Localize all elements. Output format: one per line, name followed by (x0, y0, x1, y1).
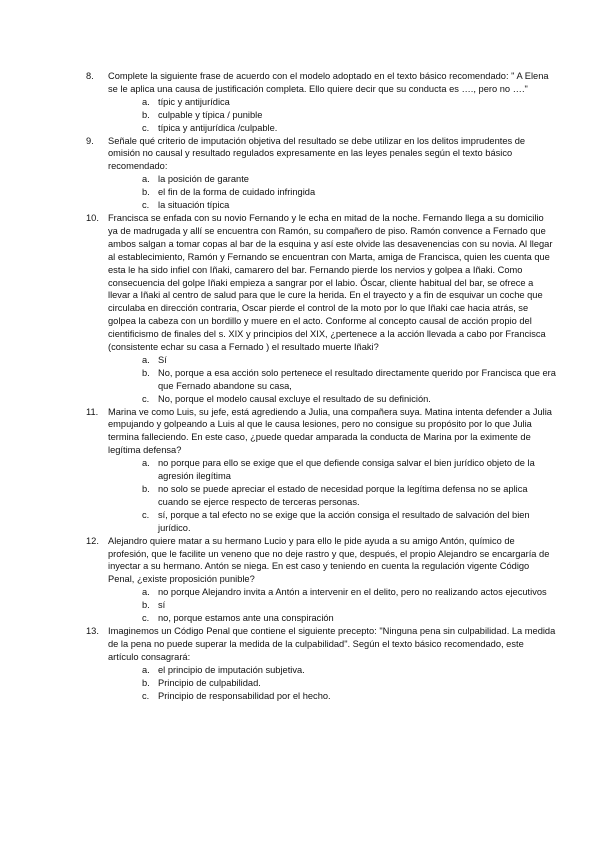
option-text: el fin de la forma de cuidado infringida (158, 187, 316, 198)
option-letter: b. (142, 600, 150, 611)
option-item (108, 586, 556, 599)
option-text: Sí (158, 354, 167, 365)
question-8 (86, 70, 556, 135)
option-list (108, 96, 556, 135)
option-letter: a. (142, 664, 150, 675)
option-list (108, 354, 556, 406)
option-text: la posición de garante (158, 174, 249, 185)
question-number: 11. (86, 406, 99, 417)
option-item (108, 677, 556, 690)
option-item (108, 367, 556, 393)
option-item (108, 599, 556, 612)
option-letter: b. (142, 484, 150, 494)
question-9 (86, 135, 556, 212)
question-text: Francisca se enfada con su novio Fernando y le echa en mitad de la noche. Fernando llega a su domicilio ya de madrugada y allí se encuentra con Ramón, su compañero de piso. Ramón convence a Fernado que ambos salgan a tomar copas al bar de la esquina y así este olvide las desavenencias con su novia. Al llegar al establecimiento, Ramón y Fernando se encuentran con Marta, amiga de Francisca, quien les cuenta que esta le ha sido infiel con Iñaki, camarero del bar. Fernando pierde los nervios y golpea a Iñaki. Como consecuencia del golpe Iñaki empieza a sangrar por el labio. Óscar, cliente habitual del bar, se ofrece a llevar a Iñaki al centro de salud para que le cure la herida. En el trayecto y a fin de esquivar un coche que circulaba en dirección contraria, Oscar pierde el control de la moto por lo que Iñaki cae hacia atrás, se golpea la cabeza con un bordillo y muere en el acto. Conforme al concepto causal de acción propio del cientificismo de finales del s. XIX y principios del XIX, ¿pertenece a la acción llevada a cabo por Francisca (consistente echar su casa a Fernado ) el resultado muerte Iñaki? (108, 212, 553, 353)
option-list (108, 457, 556, 534)
option-letter: a. (142, 587, 150, 598)
option-item (108, 354, 556, 367)
question-number: 9. (86, 135, 94, 146)
option-letter: b. (142, 367, 150, 378)
option-letter: b. (142, 187, 150, 198)
option-item (108, 483, 556, 509)
option-text: no solo se puede apreciar el estado de necesidad porque la legítima defensa no se aplica cuando se ejerce respecto de terceras personas. (158, 484, 528, 507)
option-letter: a. (142, 354, 150, 365)
question-list (86, 70, 556, 702)
option-text: culpable y típica / punible (158, 109, 263, 120)
option-letter: c. (142, 613, 150, 624)
option-text: sí (158, 600, 166, 611)
option-letter: a. (142, 174, 150, 185)
question-number: 8. (86, 71, 94, 81)
option-letter: c. (142, 122, 150, 133)
option-letter: c. (142, 393, 150, 404)
option-list (108, 664, 556, 703)
option-letter: c. (142, 509, 150, 520)
option-letter: b. (142, 109, 150, 120)
question-text: Complete la siguiente frase de acuerdo con el modelo adoptado en el texto básico recomendado: " A Elena se le aplica una causa de justificación completa. Ello quiere decir que su conducta es …., pero no …." (108, 71, 549, 94)
question-text: Alejandro quiere matar a su hermano Lucio y para ello le pide ayuda a su amigo Antón, químico de profesión, que le facilite un veneno que no deje rastro y que, después, el propio Alejandro se encargaría de inyectar a su hermano. Antón se niega. En est caso y teniendo en cuenta la regulación vigente Código Penal, ¿existe proposición punible? (108, 535, 550, 585)
option-item (108, 612, 556, 625)
option-text: no, porque estamos ante una conspiración (158, 613, 334, 624)
option-item (108, 393, 556, 406)
option-item (108, 96, 556, 109)
option-item (108, 173, 556, 186)
option-list (108, 173, 556, 212)
option-text: No, porque el modelo causal excluye el resultado de su definición. (158, 393, 431, 404)
option-text: la situación típica (158, 200, 230, 211)
question-text: Señale qué criterio de imputación objetiva del resultado se debe utilizar en los delitos imprudentes de omisión no causal y resultado regulados expresamente en las leyes penales según el texto básico recomendado: (108, 135, 526, 172)
option-item (108, 690, 556, 703)
option-letter: a. (142, 458, 150, 469)
question-11 (86, 406, 556, 535)
option-list (108, 586, 556, 625)
question-10 (86, 212, 556, 406)
question-number: 10. (86, 212, 99, 223)
option-item (108, 457, 556, 483)
option-text: no porque Alejandro invita a Antón a intervenir en el delito, pero no realizando actos ejecutivos (158, 587, 547, 598)
option-text: sí, porque a tal efecto no se exige que la acción consiga el resultado de salvación del bien jurídico. (158, 509, 530, 533)
option-letter: a. (142, 96, 150, 107)
option-item (108, 509, 556, 535)
question-number: 13. (86, 625, 99, 636)
question-text: Marina ve como Luis, su jefe, está agrediendo a Julia, una compañera suya. Matina intenta defender a Julia empujando y golpeando a Luis al que le causa lesiones, pero no consigue su propósito por lo que Julia termina falleciendo. En este caso, ¿puede quedar amparada la conducta de Marina por la eximente de legítima defensa? (108, 406, 552, 456)
option-text: Principio de responsabilidad por el hecho. (158, 690, 331, 701)
option-text: No, porque a esa acción solo pertenece el resultado directamente querido por Francisca que era que Fernado abandone su casa, (158, 367, 556, 391)
option-item (108, 109, 556, 122)
option-item (108, 186, 556, 199)
option-item (108, 122, 556, 135)
option-text: típica y antijurídica /culpable. (158, 122, 278, 133)
question-number: 12. (86, 535, 99, 546)
option-letter: c. (142, 690, 150, 701)
option-text: Principio de culpabilidad. (158, 677, 261, 688)
option-text: no porque para ello se exige que el que defiende consiga salvar el bien jurídico objeto de la agresión ilegítima (158, 458, 535, 482)
option-letter: c. (142, 200, 150, 211)
option-text: típic y antijurídica (158, 96, 230, 107)
option-item (108, 664, 556, 677)
option-item (108, 199, 556, 212)
option-text: el principio de imputación subjetiva. (158, 664, 305, 675)
question-12 (86, 535, 556, 625)
question-13 (86, 625, 556, 702)
option-letter: b. (142, 677, 150, 688)
question-text: Imaginemos un Código Penal que contiene el siguiente precepto: "Ninguna pena sin culpabilidad. La medida de la pena no puede superar la medida de la culpabilidad". Según el texto básico recomendado, este artículo consagrará: (108, 625, 556, 662)
